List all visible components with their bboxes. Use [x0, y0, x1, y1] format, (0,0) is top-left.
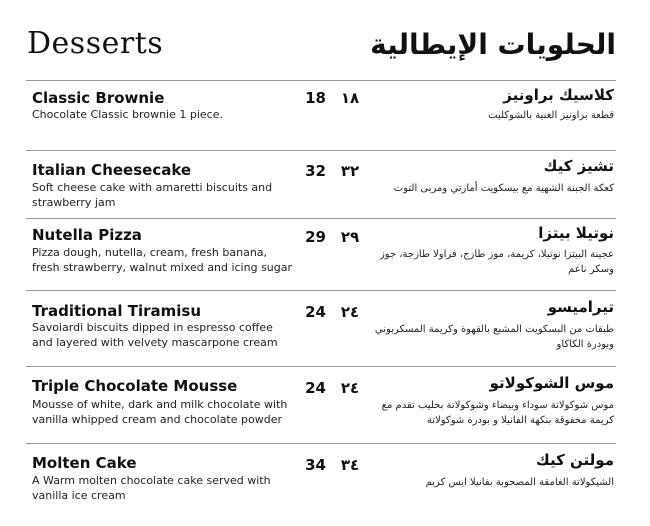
menu-header [0, 0, 650, 72]
item-price-ar: ٢٩ [340, 228, 360, 246]
item-description-en: Soft cheese cake with amaretti biscuits and strawberry jam [32, 181, 273, 209]
section-divider [26, 80, 616, 81]
item-name-en: Classic Brownie [32, 89, 165, 107]
item-name-en: Triple Chocolate Mousse [32, 377, 238, 395]
item-name-en: Molten Cake [32, 454, 137, 472]
item-description-ar: عجينة البيتزا نوتيلا، كريمة، موز طازج، فراولا طازجة، جوز وسكر ناعم [379, 249, 614, 275]
item-description-en: Savoiardi biscuits dipped in espresso coffee and layered with velvety mascarpone cream [32, 321, 278, 349]
item-price-ar: ١٨ [340, 89, 360, 107]
item-name-ar: كلاسيك براونيز [503, 86, 614, 104]
item-description-en: Pizza dough, nutella, cream, fresh banana, fresh strawberry, walnut mixed and icing sugar [32, 246, 293, 274]
section-divider [26, 443, 616, 444]
item-name-ar: موس الشوكولاتو [489, 374, 614, 392]
section-divider [26, 218, 616, 219]
item-price-en: 32 [305, 162, 326, 180]
item-name-ar: تيراميسو [547, 298, 614, 316]
item-description-ar: قطعة براونيز الغنية بالشوكليت [488, 110, 614, 121]
item-description-en: Mousse of white, dark and milk chocolate with vanilla whipped cream and chocolate powder [32, 398, 288, 426]
item-name-ar: تشيز كيك [543, 157, 614, 175]
item-description-ar: موس شوكولاتة سوداء وبيضاء وشوكولاتة بحليب تقدم مع كريمة مخفوقة بنكهة الفانيلا و بودرة شوكولاتة [381, 400, 614, 426]
section-divider [26, 366, 616, 367]
section-divider [26, 290, 616, 291]
item-name-ar: نوتيلا بيتزا [538, 224, 614, 242]
item-description-ar: الشيكولاتة الغامقة المصحوبة بفانيلا ايس كريم [425, 477, 614, 488]
item-price-en: 18 [305, 89, 326, 107]
item-price-en: 24 [305, 303, 326, 321]
item-price-ar: ٢٤ [340, 379, 360, 397]
item-price-ar: ٢٤ [340, 303, 360, 321]
item-price-ar: ٣٤ [340, 456, 360, 474]
item-name-en: Traditional Tiramisu [32, 302, 202, 320]
page-title-ar: الحلويات الإيطالية [370, 28, 616, 61]
item-description-en: Chocolate Classic brownie 1 piece. [32, 108, 223, 121]
item-price-en: 34 [305, 456, 326, 474]
item-price-ar: ٣٢ [340, 162, 360, 180]
item-description-ar: طبقات من البسكويت المشبع بالقهوة وكريمة المسكربوني وبودرة الكاكاو [374, 324, 614, 350]
item-price-en: 29 [305, 228, 326, 246]
item-name-en: Nutella Pizza [32, 226, 142, 244]
item-name-en: Italian Cheesecake [32, 161, 192, 179]
item-description-en: A Warm molten chocolate cake served with vanilla ice cream [32, 474, 271, 502]
item-price-en: 24 [305, 379, 326, 397]
section-divider [26, 150, 616, 151]
item-description-ar: كعكة الجبنة الشهية مع بيسكويت أمارتي ومربى التوت [393, 183, 614, 194]
item-name-ar: مولتن كيك [536, 451, 614, 469]
page-title-en: Desserts [27, 26, 164, 61]
